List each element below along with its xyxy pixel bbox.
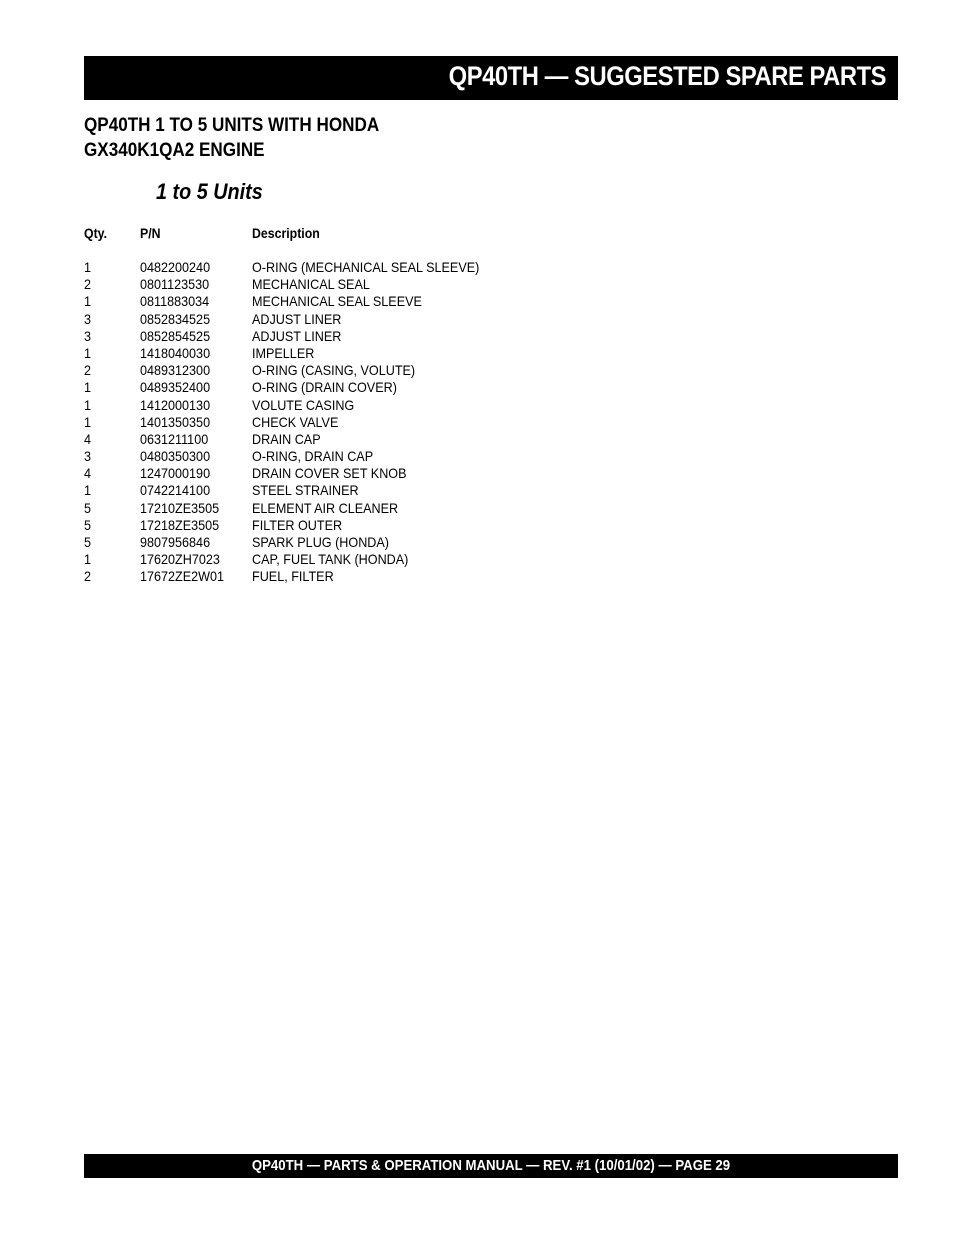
- row-part-number: 0801123530: [140, 276, 210, 293]
- parts-table-body: [0, 259, 954, 586]
- row-part-number: 9807956846: [140, 534, 211, 550]
- row-description: ELEMENT AIR CLEANER: [252, 499, 399, 516]
- row-description: DRAIN CAP: [252, 430, 321, 447]
- row-description: CHECK VALVE: [252, 413, 339, 430]
- row-qty: 2: [84, 276, 92, 293]
- row-qty: 3: [84, 310, 92, 327]
- row-qty: 1: [84, 259, 92, 275]
- row-description: DRAIN COVER SET KNOB: [252, 465, 407, 482]
- table-row: [0, 379, 954, 396]
- row-qty: 1: [84, 344, 92, 361]
- table-row: [0, 293, 954, 310]
- table-row: [0, 517, 954, 534]
- row-description: O-RING, DRAIN CAP: [252, 448, 374, 465]
- table-row: [0, 482, 954, 499]
- row-qty: 1: [84, 413, 92, 430]
- row-qty: 5: [84, 534, 92, 550]
- page-title: QP40TH — SUGGESTED SPARE PARTS: [448, 61, 886, 91]
- row-description: O-RING (DRAIN COVER): [252, 379, 397, 396]
- row-qty: 1: [84, 482, 92, 499]
- table-row: [0, 448, 954, 465]
- row-part-number: 17672ZE2W01: [140, 568, 225, 585]
- row-description: STEEL STRAINER: [252, 482, 359, 499]
- row-part-number: 0742214100: [140, 482, 211, 499]
- row-part-number: 17210ZE3505: [140, 499, 220, 516]
- row-qty: 3: [84, 327, 92, 344]
- row-qty: 5: [84, 499, 92, 516]
- row-description: ADJUST LINER: [252, 310, 342, 327]
- table-row: [0, 431, 954, 448]
- row-description: MECHANICAL SEAL: [252, 276, 370, 293]
- row-description: O-RING (MECHANICAL SEAL SLEEVE): [252, 259, 480, 275]
- row-part-number: 0489312300: [140, 362, 211, 379]
- row-part-number: 0631211100: [140, 430, 209, 447]
- table-row: [0, 397, 954, 414]
- table-header: [0, 225, 954, 243]
- row-part-number: 0480350300: [140, 448, 211, 465]
- table-row: [0, 362, 954, 379]
- row-description: IMPELLER: [252, 344, 315, 361]
- row-description: ADJUST LINER: [252, 327, 342, 344]
- row-part-number: 0489352400: [140, 379, 211, 396]
- table-row: [0, 500, 954, 517]
- row-qty: 1: [84, 396, 92, 413]
- table-row: [0, 328, 954, 345]
- table-row: [0, 465, 954, 482]
- table-row: [0, 259, 954, 276]
- row-qty: 1: [84, 293, 92, 310]
- row-qty: 2: [84, 568, 92, 585]
- table-row: [0, 276, 954, 293]
- row-part-number: 1401350350: [140, 413, 211, 430]
- table-row: [0, 345, 954, 362]
- section-subtitle: [84, 113, 379, 163]
- row-description: O-RING (CASING, VOLUTE): [252, 362, 416, 379]
- row-part-number: 1247000190: [140, 465, 211, 482]
- row-qty: 1: [84, 551, 92, 568]
- row-description: VOLUTE CASING: [252, 396, 355, 413]
- row-qty: 4: [84, 465, 92, 482]
- row-part-number: 1418040030: [140, 344, 211, 361]
- table-row: [0, 568, 954, 585]
- row-qty: 3: [84, 448, 92, 465]
- row-part-number: 0852834525: [140, 310, 211, 327]
- row-description: CAP, FUEL TANK (HONDA): [252, 551, 409, 568]
- row-qty: 4: [84, 430, 92, 447]
- table-row: [0, 414, 954, 431]
- table-row: [0, 551, 954, 568]
- table-row: [0, 534, 954, 551]
- column-header-description: Description: [252, 225, 320, 241]
- row-description: FUEL, FILTER: [252, 568, 334, 585]
- footer-bar: [84, 1154, 898, 1178]
- units-heading: 1 to 5 Units: [156, 179, 263, 204]
- row-qty: 2: [84, 362, 92, 379]
- subtitle-line-1: QP40TH 1 TO 5 UNITS WITH HONDA: [84, 115, 380, 136]
- header-bar: [84, 56, 898, 100]
- row-part-number: 17620ZH7023: [140, 551, 220, 568]
- row-part-number: 17218ZE3505: [140, 516, 220, 533]
- row-description: MECHANICAL SEAL SLEEVE: [252, 293, 422, 310]
- subtitle-line-2: GX340K1QA2 ENGINE: [84, 140, 265, 161]
- column-header-qty: Qty.: [84, 225, 108, 241]
- row-part-number: 0852854525: [140, 327, 211, 344]
- row-part-number: 0482200240: [140, 259, 211, 275]
- row-part-number: 0811883034: [140, 293, 210, 310]
- column-header-pn: P/N: [140, 225, 161, 241]
- row-qty: 1: [84, 379, 92, 396]
- table-row: [0, 311, 954, 328]
- row-description: SPARK PLUG (HONDA): [252, 534, 389, 550]
- row-description: FILTER OUTER: [252, 516, 343, 533]
- row-part-number: 1412000130: [140, 396, 211, 413]
- row-qty: 5: [84, 516, 92, 533]
- footer-text: QP40TH — PARTS & OPERATION MANUAL — REV. #1 (10/01/02) — PAGE 29: [251, 1157, 731, 1174]
